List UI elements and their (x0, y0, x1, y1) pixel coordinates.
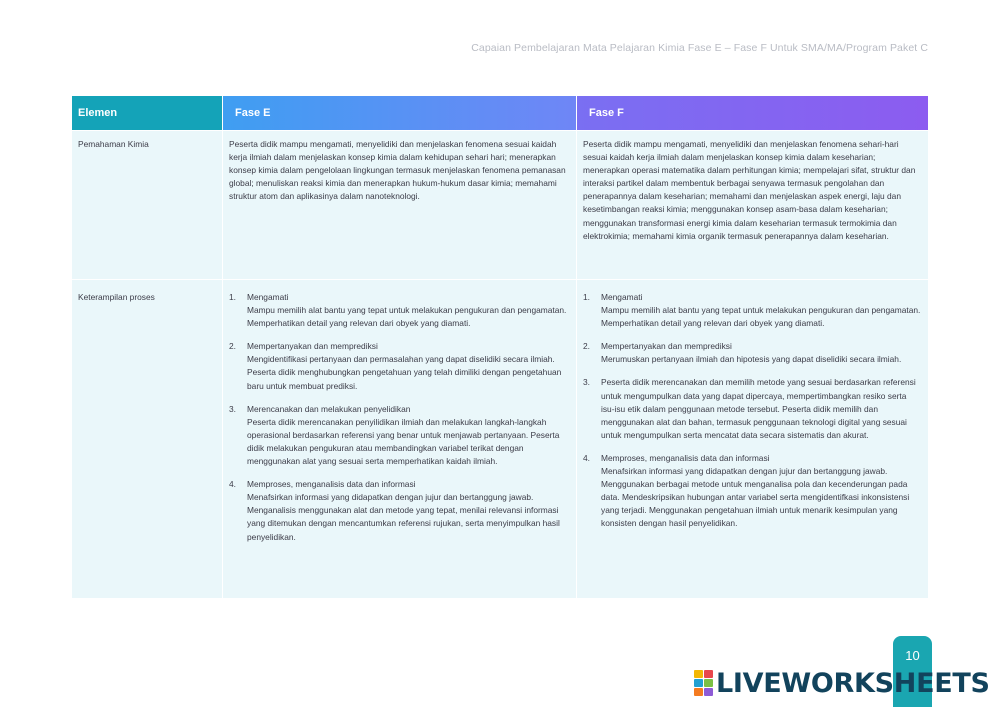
item-title: Mengamati (247, 292, 289, 302)
item-title: Mempertanyakan dan memprediksi (601, 341, 732, 352)
list-item (229, 478, 570, 543)
brand-square (694, 679, 703, 687)
liveworksheets-logo[interactable] (694, 666, 990, 700)
item-number: 2. (229, 341, 236, 352)
item-title: Merencanakan dan melakukan penyelidikan (247, 403, 411, 414)
item-title: Mengamati (601, 292, 643, 302)
brand-square (704, 688, 713, 696)
fase-f-cell: Peserta didik mampu mengamati, menyelidiki dan menjelaskan fenomena sehari-hari sesuai kaidah kerja ilmiah dalam menjelaskan konsep kimia dalam keseharian; menerapkan operasi matematika dalam perhitungan kimia; mempelajari sifat, struktur dan interaksi partikel dalam membentuk berbagai senyawa termasuk pengolahan dan penerapannya dalam keseharian; memahami dan menjelaskan aspek energi, laju dan kesetimbangan reaksi kimia; menggunakan konsep asam-basa dalam keseharian; menggunakan transformasi energi kimia dalam keseharian termasuk termokimia dan elektrokimia; memahami kimia organik termasuk penerapannya dalam keseharian. (577, 131, 928, 279)
list-item (583, 376, 922, 441)
brand-square (694, 688, 703, 696)
item-description: Menafsirkan informasi yang didapatkan dengan jujur dan bertanggung jawab. Menggunakan berbagai metode untuk menganalisa pola dan kecenderungan pada data. Mendeskripsikan hubungan antar variabel serta mengidentifkasi inkonsistensi yang terjadi. Menggunakan pengetahuan ilmiah untuk menarik kesimpulan yang konsisten dengan hasil penyelidikan. (601, 466, 910, 529)
table-row (72, 280, 928, 598)
item-title: Memproses, menganalisis data dan informasi (247, 479, 416, 490)
item-description: Merumuskan pertanyaan ilmiah dan hipotesis yang dapat diselidiki secara ilmiah. (601, 354, 902, 365)
process-skill-list (229, 291, 570, 544)
fase-e-cell: Peserta didik mampu mengamati, menyelidiki dan menjelaskan fenomena sesuai kaidah kerja ilmiah dalam menjelaskan konsep kimia dalam kehidupan sehari hari; menerapkan konsep kimia dalam pengelolaan lingkungan termasuk menjelaskan fenomena pemanasan global; menuliskan reaksi kimia dan menerapkan hukum-hukum dasar kimia; memahami struktur atom dan aplikasinya dalam nanoteknologi. (223, 131, 576, 279)
running-title: Capaian Pembelajaran Mata Pelajaran Kimia Fase E – Fase F Untuk SMA/MA/Program Paket C (471, 42, 928, 54)
brand-square (694, 670, 703, 678)
element-cell: Pemahaman Kimia (72, 131, 222, 279)
item-number: 4. (583, 452, 590, 463)
column-header-fase-e: Fase E (223, 96, 576, 130)
table-row (72, 131, 928, 279)
element-cell: Keterampilan proses (72, 280, 222, 598)
list-item (583, 340, 922, 366)
brand-square (704, 670, 713, 678)
item-number: 3. (229, 403, 236, 414)
list-item (229, 291, 570, 330)
page-number: 10 (893, 636, 932, 707)
brand-name: LIVEWORKSHEETS (716, 667, 990, 699)
item-description: Mengidentifikasi pertanyaan dan permasalahan yang dapat diselidiki secara ilmiah. Peserta didik menghubungkan pengetahuan yang telah dimiliki dengan pengetahuan baru untuk membuat prediksi. (247, 354, 562, 391)
item-number: 1. (583, 292, 590, 302)
list-item (229, 340, 570, 392)
item-number: 1. (229, 292, 236, 302)
fase-e-cell (223, 280, 576, 598)
item-number: 4. (229, 479, 236, 490)
list-item (583, 291, 922, 330)
column-header-elemen: Elemen (72, 96, 222, 130)
list-item (583, 452, 922, 531)
item-title: Memproses, menganalisis data dan informasi (601, 452, 770, 463)
item-description: Peserta didik merencanakan penyilidikan ilmiah dan melakukan langkah-langkah operasional berdasarkan referensi yang benar untuk menjawab pertanyaan. Peserta didik melakukan pengukuran atau membandingkan variabel terikat dengan menggunakan alat yang sesuai serta memperhatikan kaidah ilmiah. (247, 416, 560, 467)
item-title: Peserta didik merencanakan dan memilih metode yang sesuai berdasarkan referensi untuk mengumpulkan data yang dapat dipercaya, mempertimbangkan resiko serta isu-isu etik dalam penggunaan metode tersebut. Peserta didik memilih dan menggunakan alat dan bahan, termasuk penggunaan teknologi digital yang sesuai untuk mengumpulkan serta mencatat data secara sistematis dan akurat. (601, 377, 916, 440)
item-description: Mampu memilih alat bantu yang tepat untuk melakukan pengukuran dan pengamatan. Memperhatikan detail yang relevan dari obyek yang diamati. (247, 305, 567, 329)
brand-square (704, 679, 713, 687)
process-skill-list (583, 291, 922, 531)
brand-mark-icon (694, 670, 714, 696)
curriculum-table (72, 96, 928, 598)
item-number: 2. (583, 341, 590, 352)
fase-f-cell (577, 280, 928, 598)
item-title: Mempertanyakan dan memprediksi (247, 341, 378, 352)
column-header-fase-f: Fase F (577, 96, 928, 130)
table-header (72, 96, 928, 130)
item-description: Menafsirkan informasi yang didapatkan dengan jujur dan bertanggung jawab. Menganalisis menggunakan alat dan metode yang tepat, menilai relevansi informasi yang ditemukan dengan mencantumkan referensi rujukan, serta menyimpulkan hasil penyelidikan. (247, 492, 560, 542)
list-item (229, 403, 570, 468)
item-description: Mampu memilih alat bantu yang tepat untuk melakukan pengukuran dan pengamatan. Memperhatikan detail yang relevan dari obyek yang diamati. (601, 305, 921, 329)
item-number: 3. (583, 377, 590, 388)
